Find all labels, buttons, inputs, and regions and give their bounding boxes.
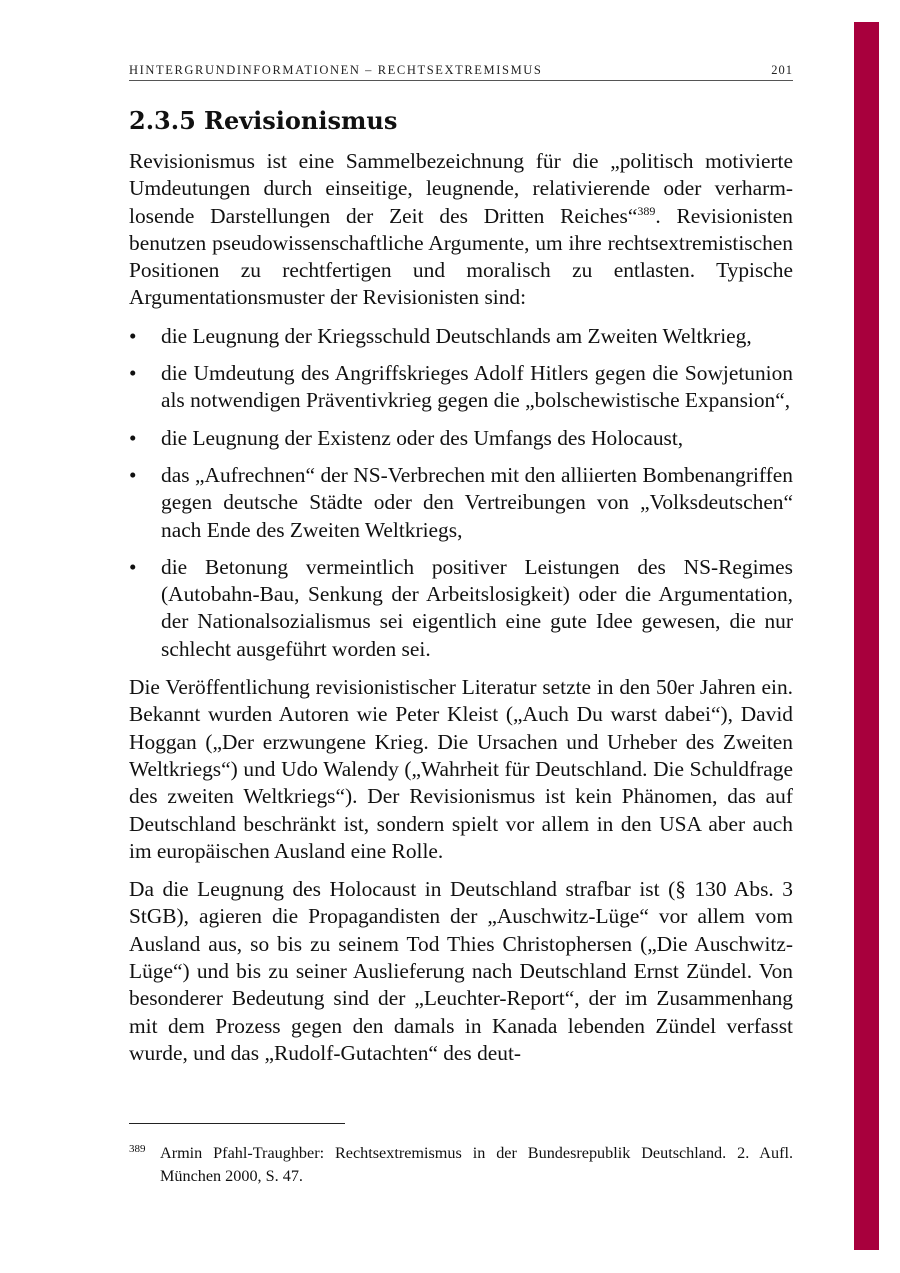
bullet-icon: • [129,425,137,450]
argument-list [129,323,793,663]
body-text [129,148,793,1078]
bullet-icon: • [129,554,137,579]
running-header [129,63,793,81]
page-number: 201 [771,63,793,77]
footnote-text: Armin Pfahl-Traughber: Rechtsextremismus in der Bundesrepublik Deutschland. 2. Aufl. München 2000, S. 47. [160,1144,793,1185]
bullet-icon: • [129,323,137,348]
list-item [129,425,793,452]
list-item-text: die Leugnung der Kriegsschuld Deutschlands am Zweiten Weltkrieg, [161,323,752,348]
section-title: Revisionismus [204,106,398,135]
footnote-number: 389 [129,1143,146,1155]
list-item-text: die Umdeutung des Angriffskrieges Adolf Hitlers gegen die Sowjetunion als notwendigen Präventivkrieg gegen die „bolschewistische Expansion“, [161,361,793,413]
intro-paragraph [129,148,793,312]
footnote-reference[interactable]: 389 [637,203,656,218]
footnote [129,1142,793,1188]
list-item-text: das „Aufrechnen“ der NS-Verbrechen mit den alliierten Bombenangriffen gegen deutsche Städte oder den Vertreibungen von „Volksdeutschen“ nach Ende des Zweiten Weltkriegs, [161,462,793,542]
paragraph-literature: Die Veröffentlichung revisionistischer Literatur setzte in den 50er Jahren ein. Bekannt wurden Autoren wie Peter Kleist („Auch Du warst dabei“), David Hoggan („Der erzwungene Krieg. Die Ursachen und Urheber des Zweiten Weltkriegs“) und Udo Walendy („Wahrheit für Deutschland. Die Schuldfrage des zweiten Weltkriegs“). Der Revisionismus ist kein Phänomen, das auf Deutschland beschränkt ist, sondern spielt vor allem in den USA aber auch im europäischen Ausland eine Rolle. [129,675,793,863]
side-color-bar [854,22,879,1250]
list-item [129,462,793,544]
list-item [129,554,793,663]
section-number: 2.3.5 [129,106,196,135]
list-item [129,323,793,350]
header-title: HINTERGRUNDINFORMATIONEN – RECHTSEXTREMISMUS [129,63,543,77]
list-item-text: die Leugnung der Existenz oder des Umfangs des Holocaust, [161,425,684,450]
footnote-divider [129,1123,345,1124]
section-heading [129,106,397,135]
list-item [129,360,793,415]
intro-text-end: . Revisionisten benutzen pseudowissenschaftliche Argumente, um ihre rechtsextremistischen Positionen zu rechtfertigen und moralisch zu entlasten. Typische Argumentationsmuster der Revisionisten sind: [129,203,793,310]
bullet-icon: • [129,361,137,386]
paragraph-holocaust-denial: Da die Leugnung des Holocaust in Deutschland strafbar ist (§ 130 Abs. 3 StGB), agieren die Propagandisten der „Auschwitz-Lüge“ vor allem vom Ausland aus, so bis zu seinem Tod Thies Christophersen („Die Auschwitz-Lüge“) und bis zu seiner Auslieferung nach Deutschland Ernst Zündel. Von besonderer Bedeutung sind der „Leuchter-Report“, der im Zusammenhang mit dem Prozess gegen den damals in Kanada lebenden Zündel verfasst wurde, und das „Rudolf-Gutachten“ des deut- [129,877,793,1065]
list-item-text: die Betonung vermeintlich positiver Leistungen des NS-Regimes (Autobahn-Bau, Senkung der Arbeitslosigkeit) oder die Argumentation, der Nationalsozialismus sei eigentlich eine gute Idee gewesen, die nur schlecht ausgeführt worden sei. [161,554,793,661]
bullet-icon: • [129,462,137,487]
intro-text-start: Revisionismus ist eine Sammelbezeichnung für die „politisch motivierte Umdeutungen durch einseitige, leugnende, relativierende oder verharmlosende Darstellungen der Zeit des Dritten Reiches“ [129,149,793,228]
